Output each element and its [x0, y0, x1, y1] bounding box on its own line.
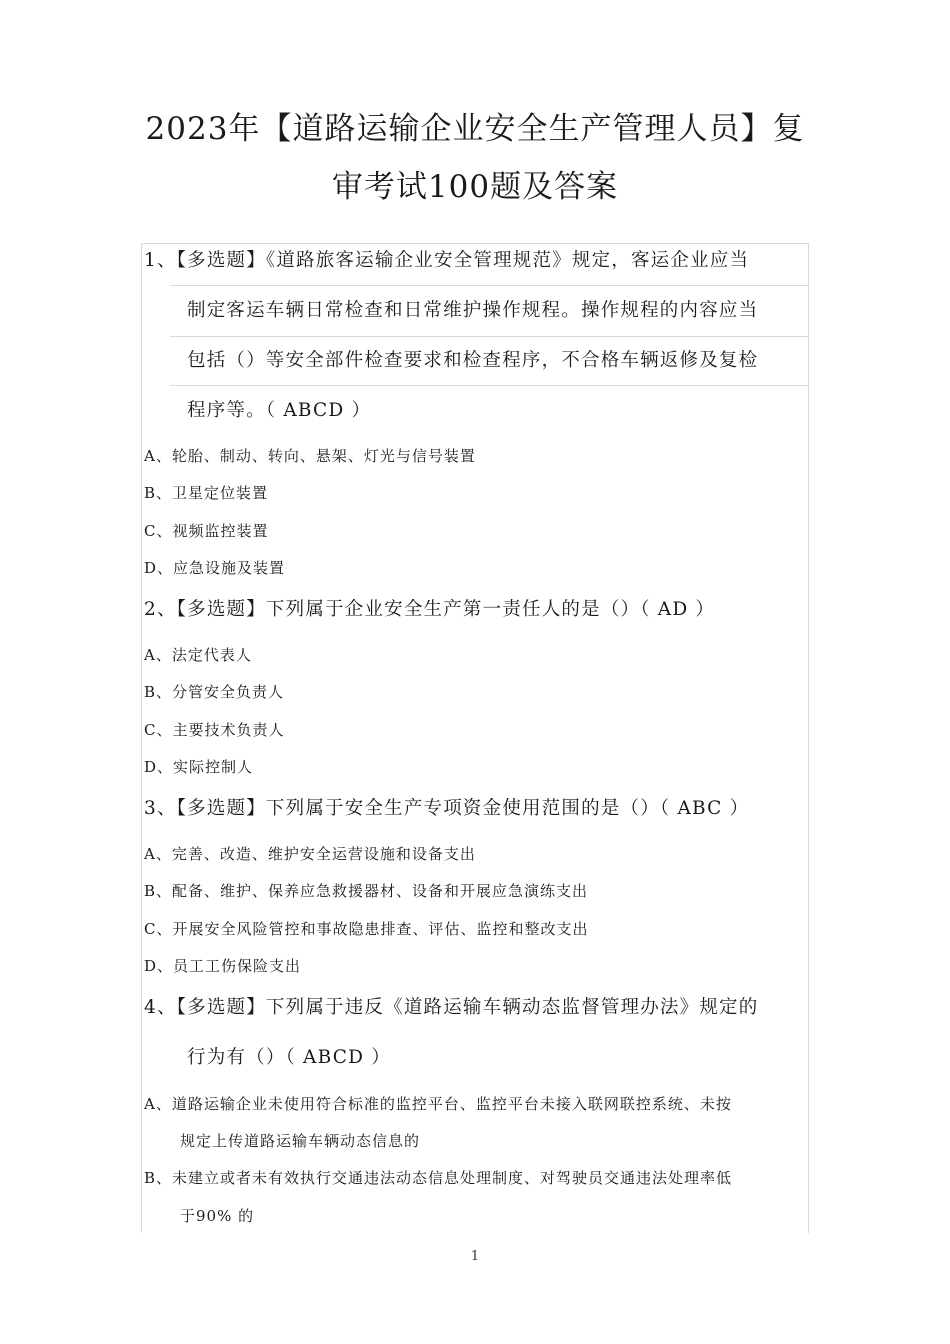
question-4-option-b-cont: 于90% 的 — [180, 1207, 255, 1225]
question-4-line-2: 行为有（）（ ABCD ） — [187, 1047, 391, 1068]
question-3-option-b: B、配备、维护、保养应急救援器材、设备和开展应急演练支出 — [144, 882, 589, 900]
question-1-line-3: 包括（）等安全部件检查要求和检查程序，不合格车辆返修及复检 — [187, 350, 759, 371]
question-1-line-2: 制定客运车辆日常检查和日常维护操作规程。操作规程的内容应当 — [187, 300, 759, 321]
question-3-line-1: 3、【多选题】下列属于安全生产专项资金使用范围的是（）（ ABC ） — [144, 798, 750, 819]
question-3-option-d: D、员工工伤保险支出 — [144, 957, 302, 975]
question-4-line-1: 4、【多选题】下列属于违反《道路运输车辆动态监督管理办法》规定的 — [144, 997, 759, 1018]
question-2-option-a: A、法定代表人 — [144, 646, 252, 664]
question-1-option-a: A、轮胎、制动、转向、悬架、灯光与信号装置 — [144, 447, 476, 465]
question-2-option-b: B、分管安全负责人 — [144, 683, 285, 701]
document-title — [100, 100, 850, 216]
question-1-line-1: 1、【多选题】《道路旅客运输企业安全管理规范》规定，客运企业应当 — [144, 250, 750, 271]
question-1-line-4: 程序等。（ ABCD ） — [187, 400, 372, 421]
page-number: 1 — [470, 1249, 480, 1264]
title-line-2: 审考试100题及答案 — [331, 169, 619, 205]
title-line-1: 2023年【道路运输企业安全生产管理人员】复 — [145, 111, 805, 147]
question-2-option-d: D、实际控制人 — [144, 758, 254, 776]
question-4-option-b: B、未建立或者未有效执行交通违法动态信息处理制度、对驾驶员交通违法处理率低 — [144, 1169, 733, 1187]
question-2-option-c: C、主要技术负责人 — [144, 721, 285, 739]
table-border-right — [808, 243, 809, 1233]
question-1-option-b: B、卫星定位装置 — [144, 484, 269, 502]
question-2-line-1: 2、【多选题】下列属于企业安全生产第一责任人的是（）（ AD ） — [144, 599, 716, 620]
question-4-option-a: A、道路运输企业未使用符合标准的监控平台、监控平台未接入联网联控系统、未按 — [144, 1095, 732, 1113]
question-4-option-a-cont: 规定上传道路运输车辆动态信息的 — [180, 1132, 421, 1150]
question-3-option-a: A、完善、改造、维护安全运营设施和设备支出 — [144, 845, 476, 863]
question-3-option-c: C、开展安全风险管控和事故隐患排查、评估、监控和整改支出 — [144, 920, 589, 938]
question-1-option-d: D、应急设施及装置 — [144, 559, 286, 577]
question-1-option-c: C、视频监控装置 — [144, 522, 269, 540]
